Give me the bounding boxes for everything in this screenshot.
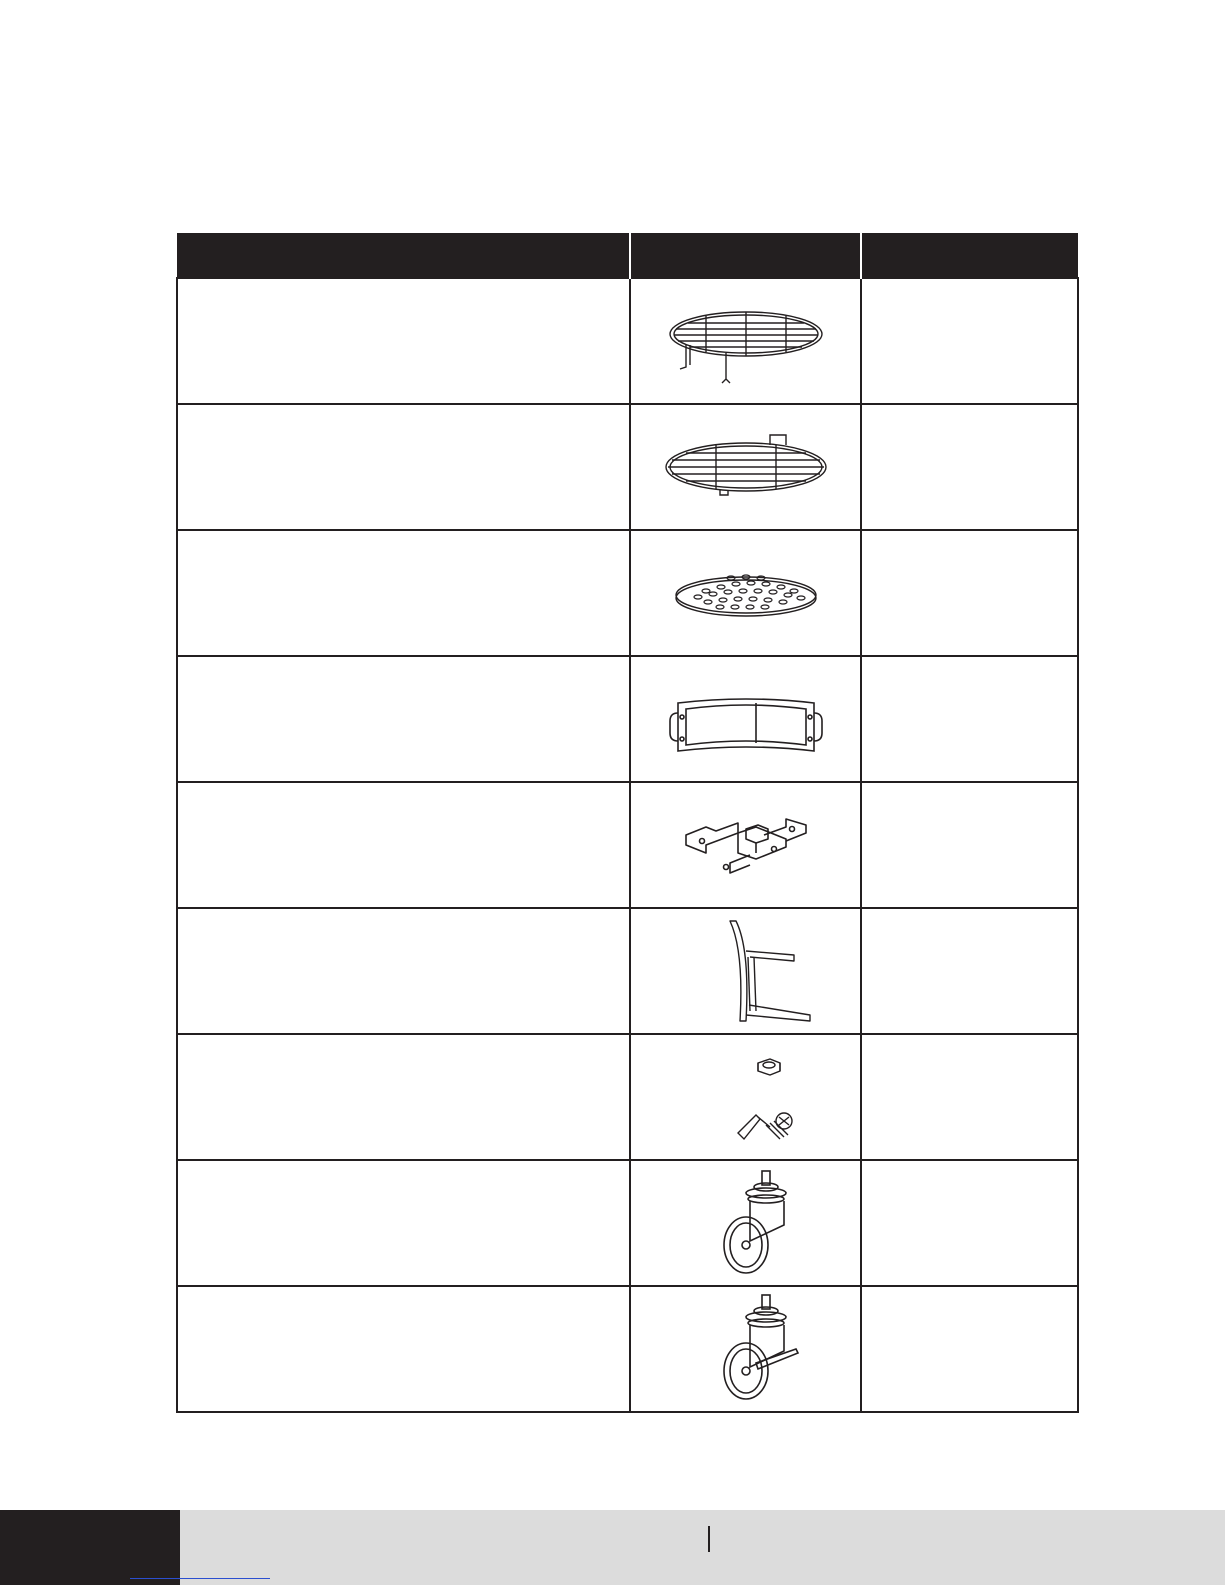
part-quantity <box>861 782 1078 908</box>
footer-link-underline[interactable] <box>130 1578 270 1579</box>
caster-wheel-icon <box>646 1161 846 1285</box>
part-image-cell <box>630 530 861 656</box>
table-row <box>177 1286 1078 1412</box>
table-row <box>177 530 1078 656</box>
table-row <box>177 908 1078 1034</box>
table-row <box>177 404 1078 530</box>
part-description <box>177 1286 630 1412</box>
part-quantity <box>861 530 1078 656</box>
part-quantity <box>861 908 1078 1034</box>
table-header-row <box>177 233 1078 278</box>
footer-divider <box>708 1526 710 1552</box>
part-image-cell <box>630 1160 861 1286</box>
footer-bar <box>0 1510 1225 1585</box>
table-row <box>177 1160 1078 1286</box>
part-description <box>177 656 630 782</box>
part-quantity <box>861 1034 1078 1160</box>
part-image-cell <box>630 278 861 404</box>
part-quantity <box>861 278 1078 404</box>
part-image-cell <box>630 1286 861 1412</box>
part-description <box>177 1034 630 1160</box>
part-description <box>177 782 630 908</box>
part-image-cell <box>630 1034 861 1160</box>
part-quantity <box>861 404 1078 530</box>
nut-and-screw-icon <box>646 1035 846 1159</box>
part-description <box>177 404 630 530</box>
table-row <box>177 656 1078 782</box>
cross-base-icon <box>646 783 846 907</box>
wire-rack-icon <box>646 909 846 1033</box>
part-description <box>177 278 630 404</box>
part-quantity <box>861 1160 1078 1286</box>
charcoal-plate-icon <box>646 531 846 655</box>
locking-caster-wheel-icon <box>646 1287 846 1411</box>
part-image-cell <box>630 908 861 1034</box>
table-row <box>177 782 1078 908</box>
header-description <box>177 233 630 278</box>
part-quantity <box>861 656 1078 782</box>
parts-table <box>176 233 1079 1413</box>
footer-dark-block <box>0 1510 180 1585</box>
cooking-grid-icon <box>646 405 846 529</box>
part-image-cell <box>630 404 861 530</box>
header-image <box>630 233 861 278</box>
part-image-cell <box>630 782 861 908</box>
part-image-cell <box>630 656 861 782</box>
part-quantity <box>861 1286 1078 1412</box>
part-description <box>177 908 630 1034</box>
handle-icon <box>646 657 846 781</box>
cooking-grid-with-legs-icon <box>646 279 846 403</box>
header-quantity <box>861 233 1078 278</box>
table-row <box>177 278 1078 404</box>
part-description <box>177 1160 630 1286</box>
table-row <box>177 1034 1078 1160</box>
part-description <box>177 530 630 656</box>
